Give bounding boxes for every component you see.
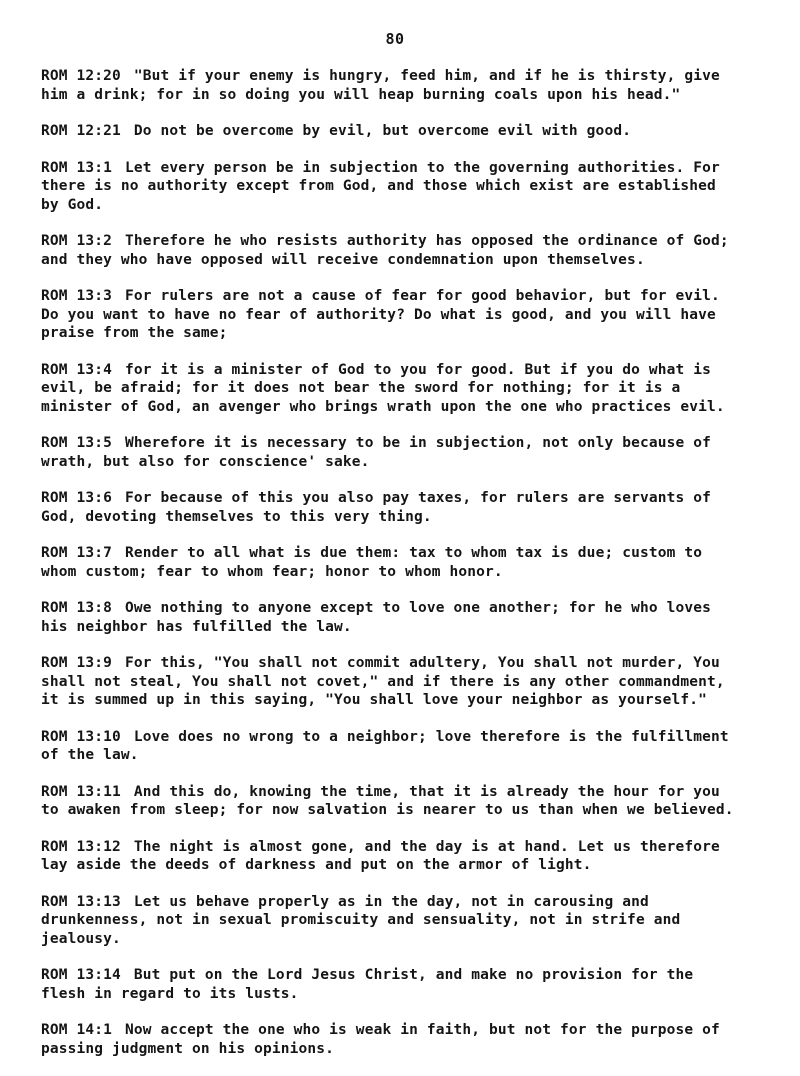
verse-reference: ROM 13:7 [41, 545, 113, 561]
verse-reference: ROM 13:5 [41, 435, 113, 451]
verse-text: For because of this you also pay taxes, for rulers are servants of God, devoting themselves to this very thing. [41, 490, 711, 525]
verse-text: Wherefore it is necessary to be in subjection, not only because of wrath, but also for conscience' sake. [41, 435, 711, 470]
verse-paragraph [41, 489, 741, 526]
verse-list [41, 67, 741, 1076]
verse-reference: ROM 13:3 [41, 288, 113, 304]
verse-paragraph [41, 361, 741, 417]
verse-reference: ROM 12:21 [41, 123, 121, 139]
verse-text: Render to all what is due them: tax to whom tax is due; custom to whom custom; fear to whom fear; honor to whom honor. [41, 545, 703, 580]
verse-paragraph [41, 893, 741, 949]
verse-text: Owe nothing to anyone except to love one another; for he who loves his neighbor has fulfilled the law. [41, 600, 711, 635]
verse-text: "But if your enemy is hungry, feed him, and if he is thirsty, give him a drink; for in so doing you will heap burning coals upon his head." [41, 68, 720, 103]
verse-reference: ROM 13:2 [41, 233, 113, 249]
verse-reference: ROM 13:14 [41, 967, 121, 983]
verse-reference: ROM 14:1 [41, 1022, 113, 1038]
verse-text: Now accept the one who is weak in faith, but not for the purpose of passing judgment on his opinions. [41, 1022, 720, 1057]
verse-reference: ROM 13:6 [41, 490, 113, 506]
verse-paragraph [41, 728, 741, 765]
verse-text: For rulers are not a cause of fear for good behavior, but for evil. Do you want to have no fear of authority? Do what is good, and you will have praise from the same; [41, 288, 720, 341]
verse-reference: ROM 13:13 [41, 893, 121, 910]
verse-reference: ROM 12:20 [41, 68, 121, 84]
verse-text: Let us behave properly as in the day, not in carousing and drunkenness, not in sexual promiscuity and sensuality, not in strife and jealousy. [41, 893, 681, 947]
verse-reference: ROM 13:1 [41, 159, 113, 176]
verse-reference: ROM 13:9 [41, 655, 113, 671]
verse-paragraph [41, 159, 741, 215]
verse-paragraph [41, 287, 741, 343]
verse-text: Let every person be in subjection to the governing authorities. For there is no authority except from God, and those which exist are established by God. [41, 159, 720, 213]
verse-paragraph [41, 67, 741, 104]
verse-reference: ROM 13:10 [41, 728, 121, 745]
verse-paragraph [41, 544, 741, 581]
verse-paragraph [41, 434, 741, 471]
verse-paragraph [41, 783, 741, 820]
verse-text: But put on the Lord Jesus Christ, and make no provision for the flesh in regard to its lusts. [41, 967, 694, 1002]
verse-paragraph [41, 232, 741, 269]
verse-reference: ROM 13:4 [41, 361, 113, 378]
verse-paragraph [41, 122, 741, 141]
verse-text: Therefore he who resists authority has opposed the ordinance of God; and they who have opposed will receive condemnation upon themselves. [41, 233, 729, 268]
verse-paragraph [41, 654, 741, 710]
verse-text: For this, "You shall not commit adultery, You shall not murder, You shall not steal, You shall not covet," and if there is any other commandment, it is summed up in this saying, "You shall love your neighbor as yourself." [41, 655, 725, 708]
verse-text: And this do, knowing the time, that it is already the hour for you to awaken from sleep; for now salvation is nearer to us than when we believed. [41, 783, 734, 818]
verse-reference: ROM 13:12 [41, 838, 121, 855]
verse-text: The night is almost gone, and the day is at hand. Let us therefore lay aside the deeds of darkness and put on the armor of light. [41, 838, 720, 873]
verse-paragraph [41, 599, 741, 636]
page-number: 80 [385, 30, 405, 48]
verse-paragraph [41, 966, 741, 1003]
verse-reference: ROM 13:8 [41, 600, 113, 616]
verse-text: for it is a minister of God to you for good. But if you do what is evil, be afraid; for it does not bear the sword for nothing; for it is a minister of God, an avenger who brings wrath upon the one who practices evil. [41, 361, 725, 415]
verse-text: Love does no wrong to a neighbor; love therefore is the fulfillment of the law. [41, 728, 729, 763]
verse-reference: ROM 13:11 [41, 783, 121, 800]
verse-text: Do not be overcome by evil, but overcome evil with good. [133, 123, 632, 139]
verse-paragraph [41, 838, 741, 875]
verse-paragraph [41, 1021, 741, 1058]
